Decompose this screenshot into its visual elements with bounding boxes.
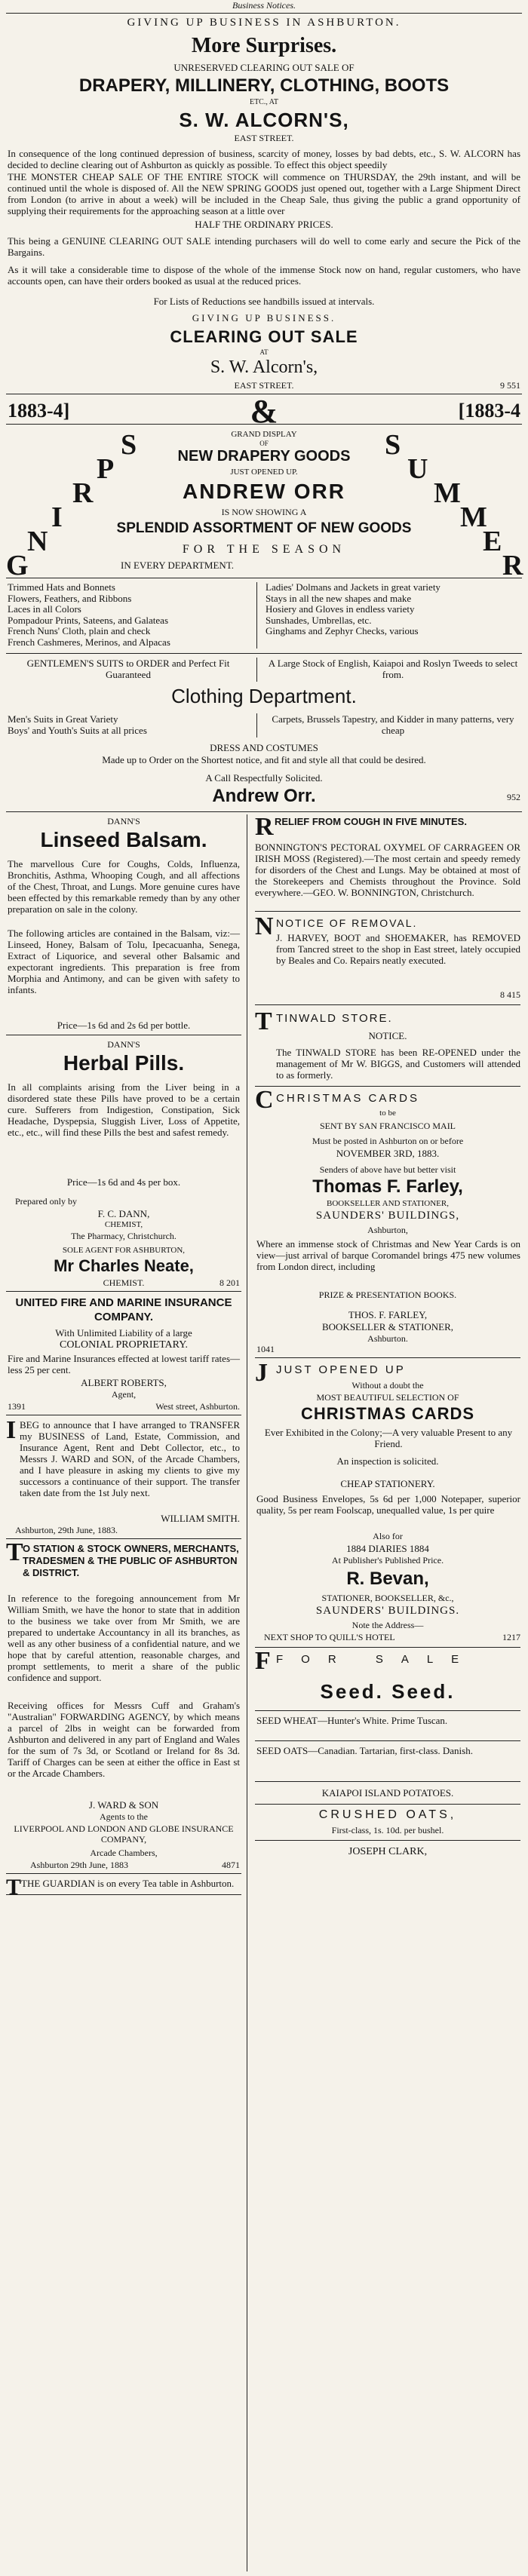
united-colonial: COLONIAL PROPRIETARY. [59, 1339, 188, 1351]
bevan-note: Note the Address— [351, 1620, 424, 1630]
orr-ampersand: & [250, 393, 278, 430]
orr-name: ANDREW ORR [183, 480, 345, 503]
bevan-dropcap: J [255, 1359, 268, 1387]
orr-suits-right: A Large Stock of English, Kaiapoi and Roslyn Tweeds to select from. [268, 658, 518, 680]
orr-made: Made up to Order on the Shortest notice, and fit and style all that could be desired. [102, 754, 426, 765]
farley-ref: 1041 [256, 1344, 275, 1354]
dann2-ref: 8 201 [219, 1277, 240, 1288]
alcorn-clearing: CLEARING OUT SALE [170, 327, 358, 346]
orr-suits-left: GENTLEMEN'S SUITS to ORDER and Perfect Fit Guaranteed [26, 658, 230, 680]
relief-dropcap: R [255, 813, 274, 841]
orr-season: FOR THE SEASON [182, 543, 346, 556]
spring-letter: N [27, 526, 48, 557]
ward-ref: 4871 [222, 1860, 240, 1870]
summer-letter: E [483, 526, 502, 557]
ward-date: Ashburton 29th June, 1883 [30, 1860, 128, 1870]
harvey-title: NOTICE OF REMOVAL. [276, 917, 418, 929]
alcorn-at: AT [259, 348, 269, 356]
alcorn-body1: In consequence of the long continued depression of business, scarcity of money, losses by bad debts, etc., S. W. ALCORN has decided to decline clearing out of Ashburton as quickly as possible. To effect this object speedily [8, 148, 520, 170]
ward-body2: Receiving offices for Messrs Cuff and Graham's "Australian" FORWARDING AGENCY, by which means a parcel of 2lbs in weight can be forwarded from Ashburton and delivered in any part of England and Wales for the sum of 7s 3d, or Scotland or Ireland for 8s 3d. Tariff of Charges can be seen at either the office in East st or the Arcade Chambers. [8, 1700, 240, 1779]
ward-agents: Agents to the [100, 1811, 148, 1822]
ward-liv: LIVERPOOL AND LONDON AND GLOBE INSURANCE COMPANY, [14, 1823, 234, 1845]
bevan-ref: 1217 [502, 1632, 520, 1642]
alcorn-name2: S. W. Alcorn's, [210, 357, 318, 377]
clark-first: First-class, 1s. 10d. per bushel. [331, 1825, 444, 1835]
alcorn-banner: GIVING UP BUSINESS IN ASHBURTON. [127, 17, 401, 29]
orr-showing: IS NOW SHOWING A [221, 507, 307, 517]
bevan-sb: SAUNDERS' BUILDINGS. [315, 1605, 460, 1617]
bevan-cards: CHRISTMAS CARDS [300, 1404, 475, 1423]
orr-of: OF [259, 440, 269, 447]
farley-name: Thomas F. Farley, [312, 1176, 463, 1197]
alcorn-ref: 9 551 [500, 380, 520, 391]
summer-letter: R [502, 550, 523, 581]
orr-clothing-right: Carpets, Brussels Tapestry, and Kidder in many patterns, very cheap [272, 713, 514, 736]
clark-forsale: FOR SALE [276, 1653, 477, 1666]
united-with: With Unlimited Liability of a large [55, 1327, 192, 1339]
dann1-title: Linseed Balsam. [40, 828, 207, 851]
farley-book: BOOKSELLER AND STATIONER, [327, 1199, 449, 1208]
farley-title: CHRISTMAS CARDS [276, 1092, 420, 1105]
harvey-body: J. HARVEY, BOOT and SHOEMAKER, has REMOVED from Tancred street to the shop in East street, lately occupied by Beales and Co. Repairs neatly executed. [276, 932, 520, 966]
dann1-top: DANN'S [107, 816, 140, 826]
farley-senders: Senders of above have but better visit [319, 1164, 456, 1175]
farley-saunders: SAUNDERS' BUILDINGS, [315, 1210, 460, 1222]
alcorn-etc: ETC., AT [249, 98, 279, 106]
dann2-neate: Mr Charles Neate, [54, 1256, 194, 1275]
alcorn-goods: DRAPERY, MILLINERY, CLOTHING, BOOTS [78, 75, 450, 96]
dann2-body: In all complaints arising from the Liver being in a disordered state these Pills have proved to be a certain cure. Sufferers from Indigestion, Constipation, Sick Headache, Dyspepsia, Sluggish Liver, Loss of Appetite, etc., etc., will find these Pills the best and safest remedy. [8, 1081, 240, 1138]
alcorn-lists: For Lists of Reductions see handbills issued at intervals. [153, 296, 375, 307]
united-name: ALBERT ROBERTS, [81, 1377, 167, 1388]
alcorn-name: S. W. ALCORN'S, [179, 109, 349, 131]
relief-title: RELIEF FROM COUGH IN FIVE MINUTES. [275, 816, 467, 827]
alcorn-half: HALF THE ORDINARY PRICES. [195, 219, 333, 230]
orr-year-left: 1883-4] [8, 400, 70, 422]
spring-letter: I [51, 501, 63, 533]
summer-letter: S [385, 429, 401, 461]
alcorn-title: More Surprises. [191, 34, 337, 57]
clark-seed: Seed. Seed. [320, 1680, 456, 1703]
orr-drapery: NEW DRAPERY GOODS [177, 448, 351, 465]
farley-tobe: to be [379, 1109, 396, 1118]
bevan-diaries: 1884 DIARIES 1884 [346, 1543, 429, 1554]
orr-opened: JUST OPENED UP. [230, 468, 298, 477]
smith-body: BEG to announce that I have arranged to TRANSFER my BUSINESS of Land, Estate, Commission, and Insurance Agent, Rent and Debt Collector, etc., to Messrs J. WARD and SON, of the Arcade Chambers, and I have pleasure in asking my clients to give my successors a continuance of their support. The transfer taken date from the 1st July next. [20, 1419, 240, 1498]
clark-kaiapoi: KAIAPOI ISLAND POTATOES. [321, 1787, 454, 1799]
farley-ash: Ashburton, [367, 1225, 408, 1235]
smith-sig: WILLIAM SMITH. [161, 1513, 240, 1524]
orr-clothing-left: Men's Suits in Great Variety Boys' and Youth's Suits at all prices [8, 713, 147, 736]
bevan-an: An inspection is solicited. [336, 1455, 439, 1467]
orr-signature: Andrew Orr. [212, 786, 316, 806]
smith-date: Ashburton, 29th June, 1883. [15, 1525, 118, 1535]
summer-letter: M [460, 501, 487, 533]
dann1-body2: The following articles are contained in the Balsam, viz:—Linseed, Honey, Balsam of Tolu, Ipecacuanha, Senega, Extract of Liquorice, and several other Balsamic and expectorant ingredients. This preparation is free from Morphia and Antimony, and can be given with safety to infants. [8, 928, 240, 995]
bevan-ever: Ever Exhibited in the Colony;—A very valuable Present to any Friend. [264, 1427, 513, 1449]
tinwald-title: TINWALD STORE. [276, 1012, 393, 1025]
bevan-also: Also for [373, 1531, 403, 1541]
dann1-body: The marvellous Cure for Coughs, Colds, Influenza, Bronchitis, Asthma, Whooping Cough, and all affections of the Chest, Throat, and Lungs. More genuine cures have been effected by this remarkable remedy than by any other preparation on sale in the colony. [8, 858, 240, 915]
bevan-stat: STATIONER, BOOKSELLER, &c., [321, 1593, 454, 1603]
bevan-title: JUST OPENED UP [276, 1363, 406, 1376]
united-agent: Agent, [111, 1389, 137, 1400]
alcorn-giving: GIVING UP BUSINESS. [192, 312, 336, 324]
summer-letter: M [434, 477, 461, 509]
united-body: Fire and Marine Insurances effected at lowest tariff rates—less 25 per cent. [8, 1353, 240, 1375]
bevan-most: MOST BEAUTIFUL SELECTION OF [316, 1392, 459, 1403]
tinwald-dropcap: T [255, 1007, 272, 1035]
spring-letter: G [6, 550, 29, 581]
orr-ref: 952 [507, 792, 520, 802]
orr-right-list: Ladies' Dolmans and Jackets in great variety Stays in all the new shapes and make Hosiery and Gloves in endless variety Sunshades, Umbrellas, etc. Ginghams and Zephyr Checks, various [266, 581, 441, 636]
ward-arcade: Arcade Chambers, [90, 1848, 158, 1858]
bevan-name: R. Bevan, [346, 1569, 429, 1589]
farley-body: Where an immense stock of Christmas and New Year Cards is on view—just arrival of barque Coromandel brings 475 new volumes from London direct, including [256, 1238, 520, 1272]
united-title: UNITED FIRE AND MARINE INSURANCE COMPANY. [15, 1296, 232, 1323]
farley-sent: SENT BY SAN FRANCISCO MAIL [319, 1121, 456, 1131]
bevan-body: Good Business Envelopes, 5s 6d per 1,000 Notepaper, superior quality, 5s per ream Foolscap, unequalled value, 1s per quire [256, 1493, 520, 1516]
dann2-title: Herbal Pills. [63, 1051, 185, 1075]
alcorn-time: As it will take a considerable time to dispose of the whole of the immense Stock now on hand, regular customers, who have accounts open, can have their orders booked as usual at the reduced prices. [8, 264, 520, 287]
clark-oats: SEED OATS—Canadian. Tartarian, first-class. Danish. [256, 1745, 473, 1756]
orr-every: IN EVERY DEPARTMENT. [121, 560, 235, 571]
farley-prize: PRIZE & PRESENTATION BOOKS. [318, 1290, 457, 1300]
alcorn-sub: UNRESERVED CLEARING OUT SALE OF [173, 62, 355, 73]
clark-crushed: CRUSHED OATS, [318, 1808, 457, 1821]
harvey-dropcap: N [255, 912, 274, 940]
orr-splendid: SPLENDID ASSORTMENT OF NEW GOODS [116, 520, 412, 536]
clark-dropcap: F [255, 1647, 271, 1675]
farley-sig3: Ashburton. [367, 1333, 408, 1344]
ward-title: O STATION & STOCK OWNERS, MERCHANTS, TRADESMEN & THE PUBLIC OF ASHBURTON & DISTRICT. [23, 1543, 239, 1578]
spring-letter: R [72, 477, 94, 509]
farley-sig: THOS. F. FARLEY, [348, 1309, 428, 1320]
guardian-dropcap: T [6, 1875, 22, 1900]
alcorn-street: EAST STREET. [234, 133, 294, 143]
farley-nov: NOVEMBER 3RD, 1883. [336, 1148, 440, 1159]
dann2-neate2: CHEMIST. [103, 1277, 145, 1288]
tinwald-body: The TINWALD STORE has been RE-OPENED under the management of Mr W. BIGGS, and Customers will attended to as formerly. [276, 1047, 520, 1081]
tinwald-notice: NOTICE. [368, 1030, 407, 1041]
united-ref: 1391 [8, 1401, 26, 1412]
clark-wheat: SEED WHEAT—Hunter's White. Prime Tuscan. [256, 1715, 448, 1726]
orr-year-right: [1883-4 [458, 400, 520, 422]
ward-dropcap: T [6, 1538, 23, 1566]
ward-body: In reference to the foregoing announcement from Mr William Smith, we have the honor to state that in addition to the business we take over from Mr Smith, we are prepared to undertake Accountancy in all its branches, as well as any other business of a confidential nature, and we hope that by careful attention, reasonable charges, and prompt settlements, to merit a share of the public confidence and support. [8, 1593, 240, 1683]
farley-must: Must be posted in Ashburton on or before [312, 1136, 464, 1146]
bevan-next: NEXT SHOP TO QUILL'S HOTEL [264, 1632, 395, 1642]
alcorn-body2: THE MONSTER CHEAP SALE OF THE ENTIRE STOCK will commence on THURSDAY, the 29th instant, and will be continued until the whole is disposed of. All the NEW SPRING GOODS just opened out, together with a Large Shipment Direct from London (to arrive in about a week) will be included in the Cheap Sale, thus giving the public a grand opportunity of supplying their requirements for the approaching season at a little over [8, 171, 520, 216]
farley-sig2: BOOKSELLER & STATIONER, [321, 1321, 454, 1332]
bevan-without: Without a doubt the [351, 1380, 424, 1391]
clark-sig: JOSEPH CLARK, [348, 1846, 428, 1857]
smith-dropcap: I [6, 1416, 17, 1444]
ward-sig: J. WARD & SON [88, 1799, 159, 1811]
orr-grand: GRAND DISPLAY [231, 430, 297, 439]
bevan-cheap: CHEAP STATIONERY. [340, 1478, 435, 1489]
bevan-pub: At Publisher's Published Price. [331, 1555, 444, 1566]
dann2-price: Price—1s 6d and 4s per box. [66, 1176, 181, 1188]
spring-letter: P [97, 453, 115, 485]
united-addr: West street, Ashburton. [155, 1401, 240, 1412]
orr-left-list: Trimmed Hats and Bonnets Flowers, Feathers, and Ribbons Laces in all Colors Pompadour Prints, Sateens, and Galateas French Nuns' Cloth, plain and check French Cashmeres, Merinos, and Alpacas [8, 581, 170, 648]
dann2-chemist: CHEMIST, [104, 1220, 143, 1229]
orr-clothing: Clothing Department. [171, 685, 357, 707]
alcorn-street2: EAST STREET. [234, 380, 294, 391]
harvey-ref: 8 415 [500, 989, 520, 1000]
dann2-pharm: The Pharmacy, Christchurch. [71, 1231, 177, 1241]
relief-body: BONNINGTON'S PECTORAL OXYMEL OF CARRAGEEN OR IRISH MOSS (Registered).—The most certain and speedy remedy for disorders of the Chest and Lungs. May be obtained at most of the Storekeepers and Chemists throughout the Province. Sold everywhere.—GEO. W. BONNINGTON, Christchurch. [255, 842, 520, 898]
orr-dress: DRESS AND COSTUMES [210, 742, 318, 753]
summer-letter: U [407, 453, 428, 485]
dann1-price: Price—1s 6d and 2s 6d per bottle. [57, 1020, 191, 1031]
farley-dropcap: C [255, 1086, 274, 1114]
dann2-prep: Prepared only by [15, 1196, 77, 1207]
dann2-agent: SOLE AGENT FOR ASHBURTON, [62, 1246, 186, 1255]
orr-call: A Call Respectfully Solicited. [205, 772, 323, 784]
guardian-notice: THE GUARDIAN is on every Tea table in Ashburton. [21, 1878, 235, 1889]
alcorn-genuine: This being a GENUINE CLEARING OUT SALE intending purchasers will do well to come early and secure the Pick of the Bargains. [8, 235, 520, 258]
dann2-name: F. C. DANN, [97, 1208, 150, 1219]
spring-letter: S [121, 429, 137, 461]
page-header: Business Notices. [232, 0, 296, 11]
dann2-top: DANN'S [107, 1039, 140, 1050]
